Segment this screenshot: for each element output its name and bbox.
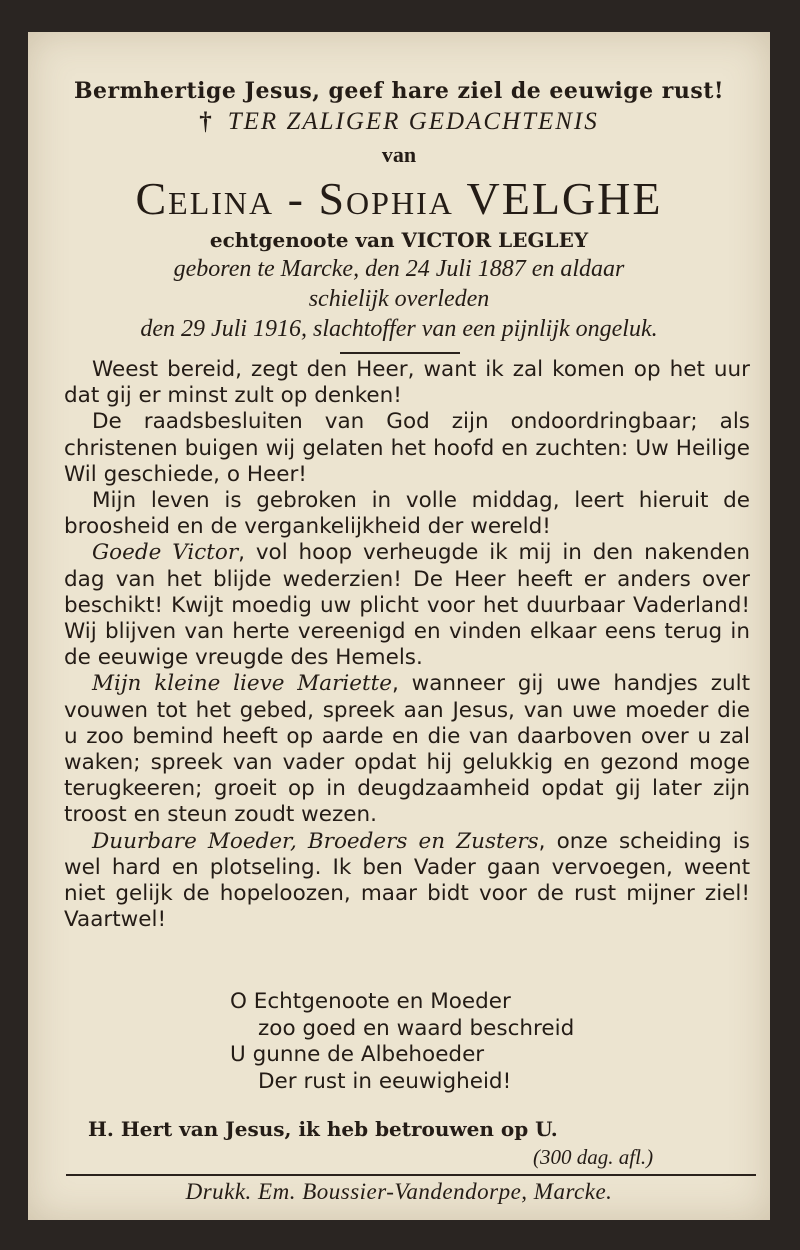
- first-names: Celina - Sophia: [135, 173, 454, 224]
- poem-line: Der rust in eeuwigheid!: [258, 1068, 512, 1094]
- death-date-line: den 29 Juli 1916, slachtoffer van een pijnlijk ongeluk.: [140, 316, 658, 342]
- paragraph: Duurbare Moeder, Broeders en Zusters, onze scheiding is wel hard en plotseling. Ik ben Vader gaan vervoegen, weent niet gelijk de hopeloozen, maar bidt voor de rust mijner ziel! Vaartwel!: [64, 828, 750, 933]
- birth-line: geboren te Marcke, den 24 Juli 1887 en aldaar: [173, 256, 625, 282]
- poem-line: U gunne de Albehoeder: [230, 1042, 485, 1067]
- indulgence-note: (300 dag. afl.): [533, 1145, 654, 1169]
- poem-line: O Echtgenoote en Moeder: [230, 989, 511, 1014]
- memory-text: TER ZALIGER GEDACHTENIS: [227, 108, 599, 135]
- printer-credit: Drukk. Em. Boussier-Vandendorpe, Marcke.: [185, 1179, 613, 1204]
- memory-heading: [28, 108, 770, 136]
- deceased-name: [28, 172, 770, 225]
- van-label: van: [381, 142, 417, 167]
- death-line: schielijk overleden: [308, 286, 490, 312]
- footer-divider: [66, 1174, 756, 1176]
- poem-line: zoo goed en waard beschreid: [258, 1015, 575, 1041]
- memorial-text: [64, 357, 750, 933]
- paragraph: Mijn kleine lieve Mariette, wanneer gij uwe handjes zult vouwen tot het gebed, spreek aan Jesus, van uwe moeder die u zoo bemind heeft op aarde en die van daarboven over u zal waken; spreek van vader opdat hij gelukkig en gezond moge terugkeeren; groeit op in deugdzaamheid opdat gij later zijn troost en steun zoudt wezen.: [64, 671, 751, 828]
- addressee: Duurbare Moeder, Broeders en Zusters: [92, 828, 539, 854]
- paragraph: Mijn leven is gebroken in volle middag, leert hieruit de broosheid en de vergankelijkheid der wereld!: [64, 488, 750, 540]
- prayer-line: H. Hert van Jesus, ik heb betrouwen op U.: [88, 1117, 558, 1141]
- paragraph: Weest bereid, zegt den Heer, want ik zal komen op het uur dat gij er minst zult op denken!: [64, 357, 750, 409]
- poem: [64, 989, 750, 1095]
- spouse-line: echtgenoote van VICTOR LEGLEY: [209, 228, 589, 252]
- paragraph: De raadsbesluiten van God zijn ondoordringbaar; als christenen buigen wij gelaten het hoofd en zuchten: Uw Heilige Wil geschiede, o Heer!: [64, 409, 750, 487]
- addressee: Mijn kleine lieve Mariette: [92, 671, 392, 697]
- surname: VELGHE: [466, 173, 663, 224]
- invocation: Bermhertige Jesus, geef hare ziel de eeuwige rust!: [73, 78, 725, 104]
- addressee: Goede Victor: [92, 540, 239, 566]
- cross-icon: †: [199, 108, 214, 135]
- divider: [340, 352, 460, 354]
- paragraph: Goede Victor, vol hoop verheugde ik mij in den nakenden dag van het blijde wederzien! De Heer heeft er anders over beschikt! Kwijt moedig uw plicht voor het duurbaar Vaderland! Wij blijven van herte vereenigd en vinden elkaar eens terug in de eeuwige vreugde des Hemels.: [64, 540, 750, 671]
- memorial-card: [28, 32, 770, 1220]
